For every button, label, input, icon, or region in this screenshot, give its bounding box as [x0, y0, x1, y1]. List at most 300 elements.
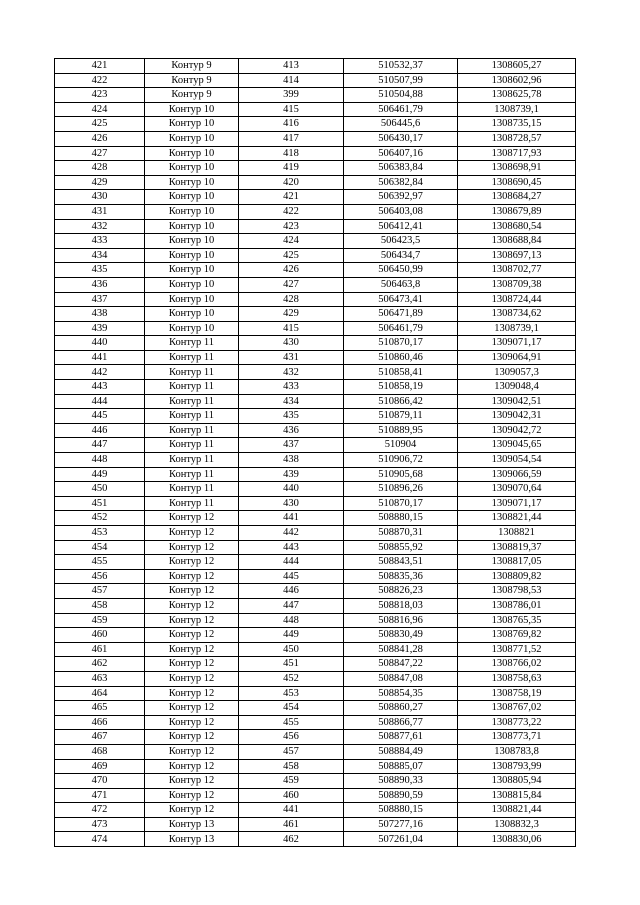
y-coordinate-cell: 1309042,31 — [458, 409, 576, 424]
row-number-cell: 425 — [55, 117, 145, 132]
contour-name-cell: Контур 10 — [145, 204, 239, 219]
row-number-cell: 448 — [55, 453, 145, 468]
y-coordinate-cell: 1308602,96 — [458, 73, 576, 88]
row-number-cell: 432 — [55, 219, 145, 234]
contour-name-cell: Контур 12 — [145, 540, 239, 555]
table-row — [55, 526, 576, 541]
y-coordinate-cell: 1308767,02 — [458, 701, 576, 716]
point-number-cell: 462 — [239, 832, 344, 847]
y-coordinate-cell: 1308773,22 — [458, 715, 576, 730]
x-coordinate-cell: 508890,59 — [344, 788, 458, 803]
x-coordinate-cell: 510879,11 — [344, 409, 458, 424]
table-row — [55, 307, 576, 322]
point-number-cell: 451 — [239, 657, 344, 672]
y-coordinate-cell: 1308735,15 — [458, 117, 576, 132]
table-row — [55, 832, 576, 847]
x-coordinate-cell: 506461,79 — [344, 321, 458, 336]
x-coordinate-cell: 506434,7 — [344, 248, 458, 263]
row-number-cell: 451 — [55, 496, 145, 511]
y-coordinate-cell: 1308739,1 — [458, 321, 576, 336]
y-coordinate-cell: 1308680,54 — [458, 219, 576, 234]
contour-name-cell: Контур 10 — [145, 190, 239, 205]
x-coordinate-cell: 506471,89 — [344, 307, 458, 322]
y-coordinate-cell: 1309064,91 — [458, 350, 576, 365]
y-coordinate-cell: 1308830,06 — [458, 832, 576, 847]
point-number-cell: 455 — [239, 715, 344, 730]
table-row — [55, 321, 576, 336]
y-coordinate-cell: 1308809,82 — [458, 569, 576, 584]
y-coordinate-cell: 1309071,17 — [458, 496, 576, 511]
table-row — [55, 117, 576, 132]
x-coordinate-cell: 506445,6 — [344, 117, 458, 132]
contour-name-cell: Контур 11 — [145, 467, 239, 482]
table-row — [55, 584, 576, 599]
row-number-cell: 457 — [55, 584, 145, 599]
y-coordinate-cell: 1308815,84 — [458, 788, 576, 803]
row-number-cell: 458 — [55, 598, 145, 613]
point-number-cell: 434 — [239, 394, 344, 409]
row-number-cell: 427 — [55, 146, 145, 161]
x-coordinate-cell: 506407,16 — [344, 146, 458, 161]
contour-name-cell: Контур 10 — [145, 175, 239, 190]
x-coordinate-cell: 506430,17 — [344, 131, 458, 146]
x-coordinate-cell: 510504,88 — [344, 88, 458, 103]
row-number-cell: 445 — [55, 409, 145, 424]
y-coordinate-cell: 1308734,62 — [458, 307, 576, 322]
x-coordinate-cell: 510866,42 — [344, 394, 458, 409]
table-row — [55, 817, 576, 832]
row-number-cell: 454 — [55, 540, 145, 555]
point-number-cell: 440 — [239, 482, 344, 497]
row-number-cell: 473 — [55, 817, 145, 832]
y-coordinate-cell: 1308819,37 — [458, 540, 576, 555]
y-coordinate-cell: 1308798,53 — [458, 584, 576, 599]
table-row — [55, 161, 576, 176]
y-coordinate-cell: 1308739,1 — [458, 102, 576, 117]
x-coordinate-cell: 508884,49 — [344, 744, 458, 759]
x-coordinate-cell: 508847,08 — [344, 671, 458, 686]
point-number-cell: 437 — [239, 438, 344, 453]
x-coordinate-cell: 510860,46 — [344, 350, 458, 365]
point-number-cell: 443 — [239, 540, 344, 555]
y-coordinate-cell: 1308783,8 — [458, 744, 576, 759]
point-number-cell: 459 — [239, 774, 344, 789]
x-coordinate-cell: 510870,17 — [344, 496, 458, 511]
point-number-cell: 432 — [239, 365, 344, 380]
contour-name-cell: Контур 12 — [145, 628, 239, 643]
y-coordinate-cell: 1308724,44 — [458, 292, 576, 307]
table-row — [55, 467, 576, 482]
row-number-cell: 431 — [55, 204, 145, 219]
x-coordinate-cell: 508885,07 — [344, 759, 458, 774]
table-row — [55, 234, 576, 249]
contour-name-cell: Контур 11 — [145, 394, 239, 409]
contour-name-cell: Контур 11 — [145, 438, 239, 453]
contour-name-cell: Контур 10 — [145, 263, 239, 278]
x-coordinate-cell: 506412,41 — [344, 219, 458, 234]
contour-name-cell: Контур 10 — [145, 234, 239, 249]
contour-name-cell: Контур 12 — [145, 642, 239, 657]
table-row — [55, 774, 576, 789]
y-coordinate-cell: 1308766,02 — [458, 657, 576, 672]
point-number-cell: 399 — [239, 88, 344, 103]
row-number-cell: 449 — [55, 467, 145, 482]
table-row — [55, 292, 576, 307]
contour-name-cell: Контур 11 — [145, 453, 239, 468]
contour-name-cell: Контур 10 — [145, 307, 239, 322]
point-number-cell: 452 — [239, 671, 344, 686]
x-coordinate-cell: 508843,51 — [344, 555, 458, 570]
contour-name-cell: Контур 10 — [145, 146, 239, 161]
x-coordinate-cell: 506382,84 — [344, 175, 458, 190]
point-number-cell: 418 — [239, 146, 344, 161]
point-number-cell: 417 — [239, 131, 344, 146]
x-coordinate-cell: 508854,35 — [344, 686, 458, 701]
y-coordinate-cell: 1308698,91 — [458, 161, 576, 176]
row-number-cell: 438 — [55, 307, 145, 322]
point-number-cell: 457 — [239, 744, 344, 759]
point-number-cell: 453 — [239, 686, 344, 701]
y-coordinate-cell: 1308717,93 — [458, 146, 576, 161]
y-coordinate-cell: 1308786,01 — [458, 598, 576, 613]
contour-name-cell: Контур 12 — [145, 671, 239, 686]
table-row — [55, 380, 576, 395]
x-coordinate-cell: 506450,99 — [344, 263, 458, 278]
contour-name-cell: Контур 9 — [145, 88, 239, 103]
y-coordinate-cell: 1308709,38 — [458, 277, 576, 292]
row-number-cell: 452 — [55, 511, 145, 526]
y-coordinate-cell: 1308821,44 — [458, 803, 576, 818]
point-number-cell: 429 — [239, 307, 344, 322]
x-coordinate-cell: 506461,79 — [344, 102, 458, 117]
point-number-cell: 461 — [239, 817, 344, 832]
point-number-cell: 422 — [239, 204, 344, 219]
x-coordinate-cell: 506423,5 — [344, 234, 458, 249]
contour-name-cell: Контур 11 — [145, 350, 239, 365]
point-number-cell: 425 — [239, 248, 344, 263]
y-coordinate-cell: 1308805,94 — [458, 774, 576, 789]
contour-name-cell: Контур 13 — [145, 817, 239, 832]
contour-name-cell: Контур 12 — [145, 730, 239, 745]
table-row — [55, 715, 576, 730]
contour-name-cell: Контур 10 — [145, 248, 239, 263]
y-coordinate-cell: 1308793,99 — [458, 759, 576, 774]
point-number-cell: 441 — [239, 511, 344, 526]
contour-name-cell: Контур 11 — [145, 365, 239, 380]
contour-name-cell: Контур 10 — [145, 117, 239, 132]
y-coordinate-cell: 1308817,05 — [458, 555, 576, 570]
row-number-cell: 465 — [55, 701, 145, 716]
y-coordinate-cell: 1309066,59 — [458, 467, 576, 482]
x-coordinate-cell: 508877,61 — [344, 730, 458, 745]
row-number-cell: 422 — [55, 73, 145, 88]
contour-name-cell: Контур 11 — [145, 423, 239, 438]
row-number-cell: 440 — [55, 336, 145, 351]
contour-name-cell: Контур 11 — [145, 482, 239, 497]
point-number-cell: 430 — [239, 336, 344, 351]
x-coordinate-cell: 507277,16 — [344, 817, 458, 832]
x-coordinate-cell: 510889,95 — [344, 423, 458, 438]
row-number-cell: 474 — [55, 832, 145, 847]
y-coordinate-cell: 1309057,3 — [458, 365, 576, 380]
point-number-cell: 439 — [239, 467, 344, 482]
y-coordinate-cell: 1309045,65 — [458, 438, 576, 453]
contour-name-cell: Контур 12 — [145, 613, 239, 628]
y-coordinate-cell: 1309042,72 — [458, 423, 576, 438]
y-coordinate-cell: 1309071,17 — [458, 336, 576, 351]
table-row — [55, 248, 576, 263]
y-coordinate-cell: 1308679,89 — [458, 204, 576, 219]
y-coordinate-cell: 1309070,64 — [458, 482, 576, 497]
table-row — [55, 277, 576, 292]
point-number-cell: 446 — [239, 584, 344, 599]
table-row — [55, 423, 576, 438]
table-row — [55, 701, 576, 716]
point-number-cell: 438 — [239, 453, 344, 468]
table-row — [55, 146, 576, 161]
x-coordinate-cell: 508818,03 — [344, 598, 458, 613]
table-row — [55, 219, 576, 234]
contour-name-cell: Контур 10 — [145, 131, 239, 146]
x-coordinate-cell: 508847,22 — [344, 657, 458, 672]
x-coordinate-cell: 508870,31 — [344, 526, 458, 541]
x-coordinate-cell: 510870,17 — [344, 336, 458, 351]
x-coordinate-cell: 508835,36 — [344, 569, 458, 584]
contour-name-cell: Контур 12 — [145, 584, 239, 599]
x-coordinate-cell: 507261,04 — [344, 832, 458, 847]
row-number-cell: 447 — [55, 438, 145, 453]
row-number-cell: 439 — [55, 321, 145, 336]
row-number-cell: 450 — [55, 482, 145, 497]
y-coordinate-cell: 1308728,57 — [458, 131, 576, 146]
x-coordinate-cell: 510896,26 — [344, 482, 458, 497]
contour-name-cell: Контур 12 — [145, 701, 239, 716]
table-row — [55, 671, 576, 686]
y-coordinate-cell: 1309054,54 — [458, 453, 576, 468]
table-row — [55, 102, 576, 117]
table-row — [55, 642, 576, 657]
contour-name-cell: Контур 12 — [145, 526, 239, 541]
row-number-cell: 468 — [55, 744, 145, 759]
row-number-cell: 453 — [55, 526, 145, 541]
row-number-cell: 462 — [55, 657, 145, 672]
point-number-cell: 428 — [239, 292, 344, 307]
y-coordinate-cell: 1308690,45 — [458, 175, 576, 190]
point-number-cell: 444 — [239, 555, 344, 570]
table-row — [55, 686, 576, 701]
x-coordinate-cell: 508880,15 — [344, 803, 458, 818]
table-row — [55, 555, 576, 570]
table-row — [55, 759, 576, 774]
contour-name-cell: Контур 12 — [145, 598, 239, 613]
table-row — [55, 744, 576, 759]
y-coordinate-cell: 1308758,63 — [458, 671, 576, 686]
row-number-cell: 444 — [55, 394, 145, 409]
point-number-cell: 450 — [239, 642, 344, 657]
contour-name-cell: Контур 13 — [145, 832, 239, 847]
contour-name-cell: Контур 11 — [145, 409, 239, 424]
point-number-cell: 454 — [239, 701, 344, 716]
row-number-cell: 428 — [55, 161, 145, 176]
table-row — [55, 350, 576, 365]
point-number-cell: 441 — [239, 803, 344, 818]
row-number-cell: 430 — [55, 190, 145, 205]
row-number-cell: 433 — [55, 234, 145, 249]
point-number-cell: 424 — [239, 234, 344, 249]
point-number-cell: 447 — [239, 598, 344, 613]
row-number-cell: 421 — [55, 59, 145, 74]
row-number-cell: 456 — [55, 569, 145, 584]
x-coordinate-cell: 510904 — [344, 438, 458, 453]
x-coordinate-cell: 510858,19 — [344, 380, 458, 395]
point-number-cell: 430 — [239, 496, 344, 511]
x-coordinate-cell: 508830,49 — [344, 628, 458, 643]
row-number-cell: 469 — [55, 759, 145, 774]
point-number-cell: 431 — [239, 350, 344, 365]
x-coordinate-cell: 508890,33 — [344, 774, 458, 789]
contour-name-cell: Контур 11 — [145, 336, 239, 351]
y-coordinate-cell: 1309048,4 — [458, 380, 576, 395]
table-row — [55, 569, 576, 584]
table-row — [55, 59, 576, 74]
table-row — [55, 365, 576, 380]
row-number-cell: 426 — [55, 131, 145, 146]
x-coordinate-cell: 510906,72 — [344, 453, 458, 468]
row-number-cell: 455 — [55, 555, 145, 570]
y-coordinate-cell: 1308684,27 — [458, 190, 576, 205]
row-number-cell: 463 — [55, 671, 145, 686]
row-number-cell: 437 — [55, 292, 145, 307]
row-number-cell: 441 — [55, 350, 145, 365]
row-number-cell: 423 — [55, 88, 145, 103]
table-row — [55, 657, 576, 672]
row-number-cell: 442 — [55, 365, 145, 380]
contour-name-cell: Контур 12 — [145, 511, 239, 526]
point-number-cell: 419 — [239, 161, 344, 176]
y-coordinate-cell: 1308605,27 — [458, 59, 576, 74]
y-coordinate-cell: 1308697,13 — [458, 248, 576, 263]
point-number-cell: 460 — [239, 788, 344, 803]
x-coordinate-cell: 510905,68 — [344, 467, 458, 482]
contour-name-cell: Контур 11 — [145, 496, 239, 511]
row-number-cell: 443 — [55, 380, 145, 395]
row-number-cell: 435 — [55, 263, 145, 278]
point-number-cell: 413 — [239, 59, 344, 74]
table-row — [55, 88, 576, 103]
x-coordinate-cell: 508860,27 — [344, 701, 458, 716]
contour-name-cell: Контур 12 — [145, 744, 239, 759]
point-number-cell: 456 — [239, 730, 344, 745]
y-coordinate-cell: 1308832,3 — [458, 817, 576, 832]
row-number-cell: 424 — [55, 102, 145, 117]
contour-name-cell: Контур 12 — [145, 788, 239, 803]
point-number-cell: 445 — [239, 569, 344, 584]
x-coordinate-cell: 506383,84 — [344, 161, 458, 176]
contour-name-cell: Контур 10 — [145, 102, 239, 117]
coordinates-table — [54, 58, 576, 847]
table-row — [55, 598, 576, 613]
contour-name-cell: Контур 12 — [145, 686, 239, 701]
point-number-cell: 423 — [239, 219, 344, 234]
x-coordinate-cell: 508866,77 — [344, 715, 458, 730]
row-number-cell: 446 — [55, 423, 145, 438]
table-row — [55, 73, 576, 88]
table-row — [55, 730, 576, 745]
row-number-cell: 461 — [55, 642, 145, 657]
table-row — [55, 496, 576, 511]
y-coordinate-cell: 1308625,78 — [458, 88, 576, 103]
x-coordinate-cell: 508816,96 — [344, 613, 458, 628]
contour-name-cell: Контур 12 — [145, 759, 239, 774]
table-row — [55, 394, 576, 409]
x-coordinate-cell: 506463,8 — [344, 277, 458, 292]
y-coordinate-cell: 1308821 — [458, 526, 576, 541]
point-number-cell: 448 — [239, 613, 344, 628]
table-row — [55, 175, 576, 190]
y-coordinate-cell: 1309042,51 — [458, 394, 576, 409]
y-coordinate-cell: 1308688,84 — [458, 234, 576, 249]
point-number-cell: 458 — [239, 759, 344, 774]
y-coordinate-cell: 1308821,44 — [458, 511, 576, 526]
table-row — [55, 540, 576, 555]
table-row — [55, 803, 576, 818]
row-number-cell: 467 — [55, 730, 145, 745]
contour-name-cell: Контур 12 — [145, 774, 239, 789]
row-number-cell: 459 — [55, 613, 145, 628]
contour-name-cell: Контур 11 — [145, 380, 239, 395]
point-number-cell: 415 — [239, 102, 344, 117]
contour-name-cell: Контур 10 — [145, 292, 239, 307]
x-coordinate-cell: 510532,37 — [344, 59, 458, 74]
table-row — [55, 453, 576, 468]
table-row — [55, 438, 576, 453]
y-coordinate-cell: 1308769,82 — [458, 628, 576, 643]
row-number-cell: 460 — [55, 628, 145, 643]
table-row — [55, 511, 576, 526]
point-number-cell: 414 — [239, 73, 344, 88]
y-coordinate-cell: 1308771,52 — [458, 642, 576, 657]
contour-name-cell: Контур 10 — [145, 161, 239, 176]
x-coordinate-cell: 510507,99 — [344, 73, 458, 88]
x-coordinate-cell: 510858,41 — [344, 365, 458, 380]
point-number-cell: 435 — [239, 409, 344, 424]
table-body — [55, 59, 576, 847]
row-number-cell: 470 — [55, 774, 145, 789]
row-number-cell: 472 — [55, 803, 145, 818]
contour-name-cell: Контур 12 — [145, 803, 239, 818]
point-number-cell: 449 — [239, 628, 344, 643]
point-number-cell: 416 — [239, 117, 344, 132]
point-number-cell: 415 — [239, 321, 344, 336]
contour-name-cell: Контур 12 — [145, 715, 239, 730]
y-coordinate-cell: 1308758,19 — [458, 686, 576, 701]
contour-name-cell: Контур 9 — [145, 59, 239, 74]
table-row — [55, 131, 576, 146]
point-number-cell: 433 — [239, 380, 344, 395]
point-number-cell: 420 — [239, 175, 344, 190]
point-number-cell: 436 — [239, 423, 344, 438]
point-number-cell: 442 — [239, 526, 344, 541]
table-row — [55, 409, 576, 424]
table-row — [55, 613, 576, 628]
x-coordinate-cell: 508826,23 — [344, 584, 458, 599]
point-number-cell: 426 — [239, 263, 344, 278]
table-row — [55, 788, 576, 803]
table-row — [55, 190, 576, 205]
x-coordinate-cell: 508855,92 — [344, 540, 458, 555]
y-coordinate-cell: 1308702,77 — [458, 263, 576, 278]
point-number-cell: 427 — [239, 277, 344, 292]
